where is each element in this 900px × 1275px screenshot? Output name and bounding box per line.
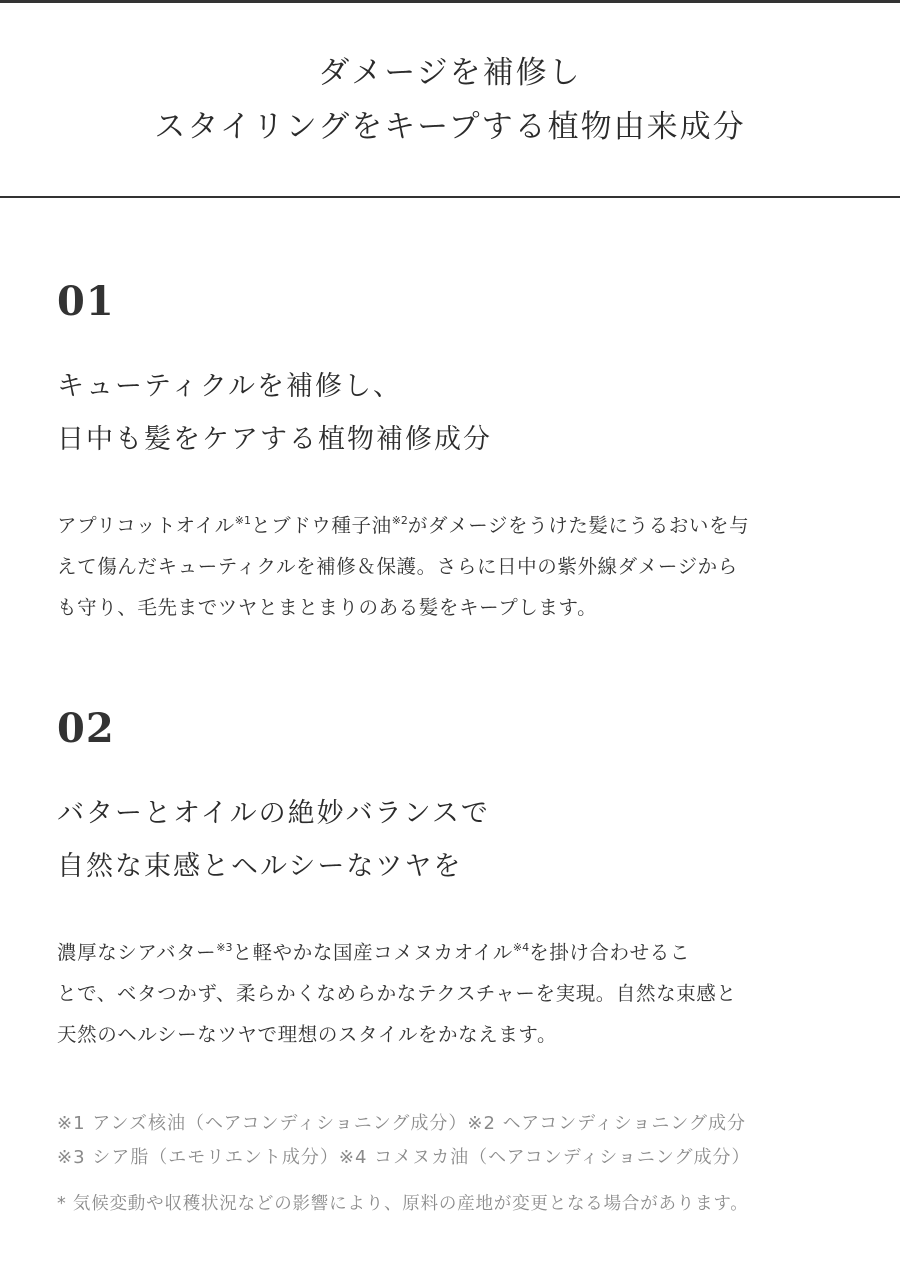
description-text: アプリコットオイル bbox=[57, 514, 235, 537]
description-text: を掛け合わせるこ bbox=[529, 941, 690, 964]
description-line-3: 天然のヘルシーなツヤで理想のスタイルをかなえます。 bbox=[57, 1023, 558, 1046]
section-description bbox=[57, 927, 857, 1055]
section-number: 02 bbox=[57, 705, 115, 752]
footnotes bbox=[57, 1107, 857, 1219]
header-divider bbox=[0, 196, 900, 198]
description-text: とブドウ種子油 bbox=[251, 514, 392, 537]
footnote-marker: ※2 bbox=[391, 514, 408, 527]
section-heading-line-2: 自然な束感とヘルシーなツヤを bbox=[57, 851, 463, 882]
section-heading-line-2: 日中も髪をケアする植物補修成分 bbox=[57, 424, 492, 455]
section-heading-line-1: バターとオイルの絶妙バランスで bbox=[57, 798, 490, 829]
description-text: がダメージをうけた髪にうるおいを与 bbox=[407, 514, 750, 537]
header-title-line-1: ダメージを補修し bbox=[318, 54, 582, 91]
feature-section-01 bbox=[57, 278, 857, 628]
description-line-2: えて傷んだキューティクルを補修＆保護。さらに日中の紫外線ダメージから bbox=[57, 555, 738, 578]
footnote-marker: ※3 bbox=[216, 941, 233, 954]
section-heading bbox=[57, 360, 857, 466]
description-line-1 bbox=[57, 500, 857, 546]
description-text: 濃厚なシアバター bbox=[57, 941, 217, 964]
header-title-line-2: スタイリングをキープする植物由来成分 bbox=[154, 108, 746, 145]
description-line-1 bbox=[57, 927, 857, 973]
description-text: と軽やかな国産コメヌカオイル bbox=[232, 941, 513, 964]
page-header bbox=[0, 3, 900, 196]
footnote-line-1: ※1 アンズ核油（ヘアコンディショニング成分）※2 ヘアコンディショニング成分 bbox=[57, 1113, 747, 1134]
disclaimer-note: * 気候変動や収穫状況などの影響により、原料の産地が変更となる場合があります。 bbox=[57, 1194, 749, 1214]
footnote-marker: ※1 bbox=[234, 514, 251, 527]
section-number: 01 bbox=[57, 278, 115, 325]
section-description bbox=[57, 500, 857, 628]
description-line-2: とで、ベタつかず、柔らかくなめらかなテクスチャーを実現。自然な束感と bbox=[57, 982, 737, 1005]
feature-section-02 bbox=[57, 705, 857, 1055]
section-heading-line-1: キューティクルを補修し、 bbox=[57, 371, 403, 402]
section-heading bbox=[57, 787, 857, 893]
footnote-marker: ※4 bbox=[512, 941, 530, 954]
footnote-line-2: ※3 シア脂（エモリエント成分）※4 コメヌカ油（ヘアコンディショニング成分） bbox=[57, 1147, 751, 1168]
description-line-3: も守り、毛先までツヤとまとまりのある髪をキープします。 bbox=[57, 596, 598, 619]
